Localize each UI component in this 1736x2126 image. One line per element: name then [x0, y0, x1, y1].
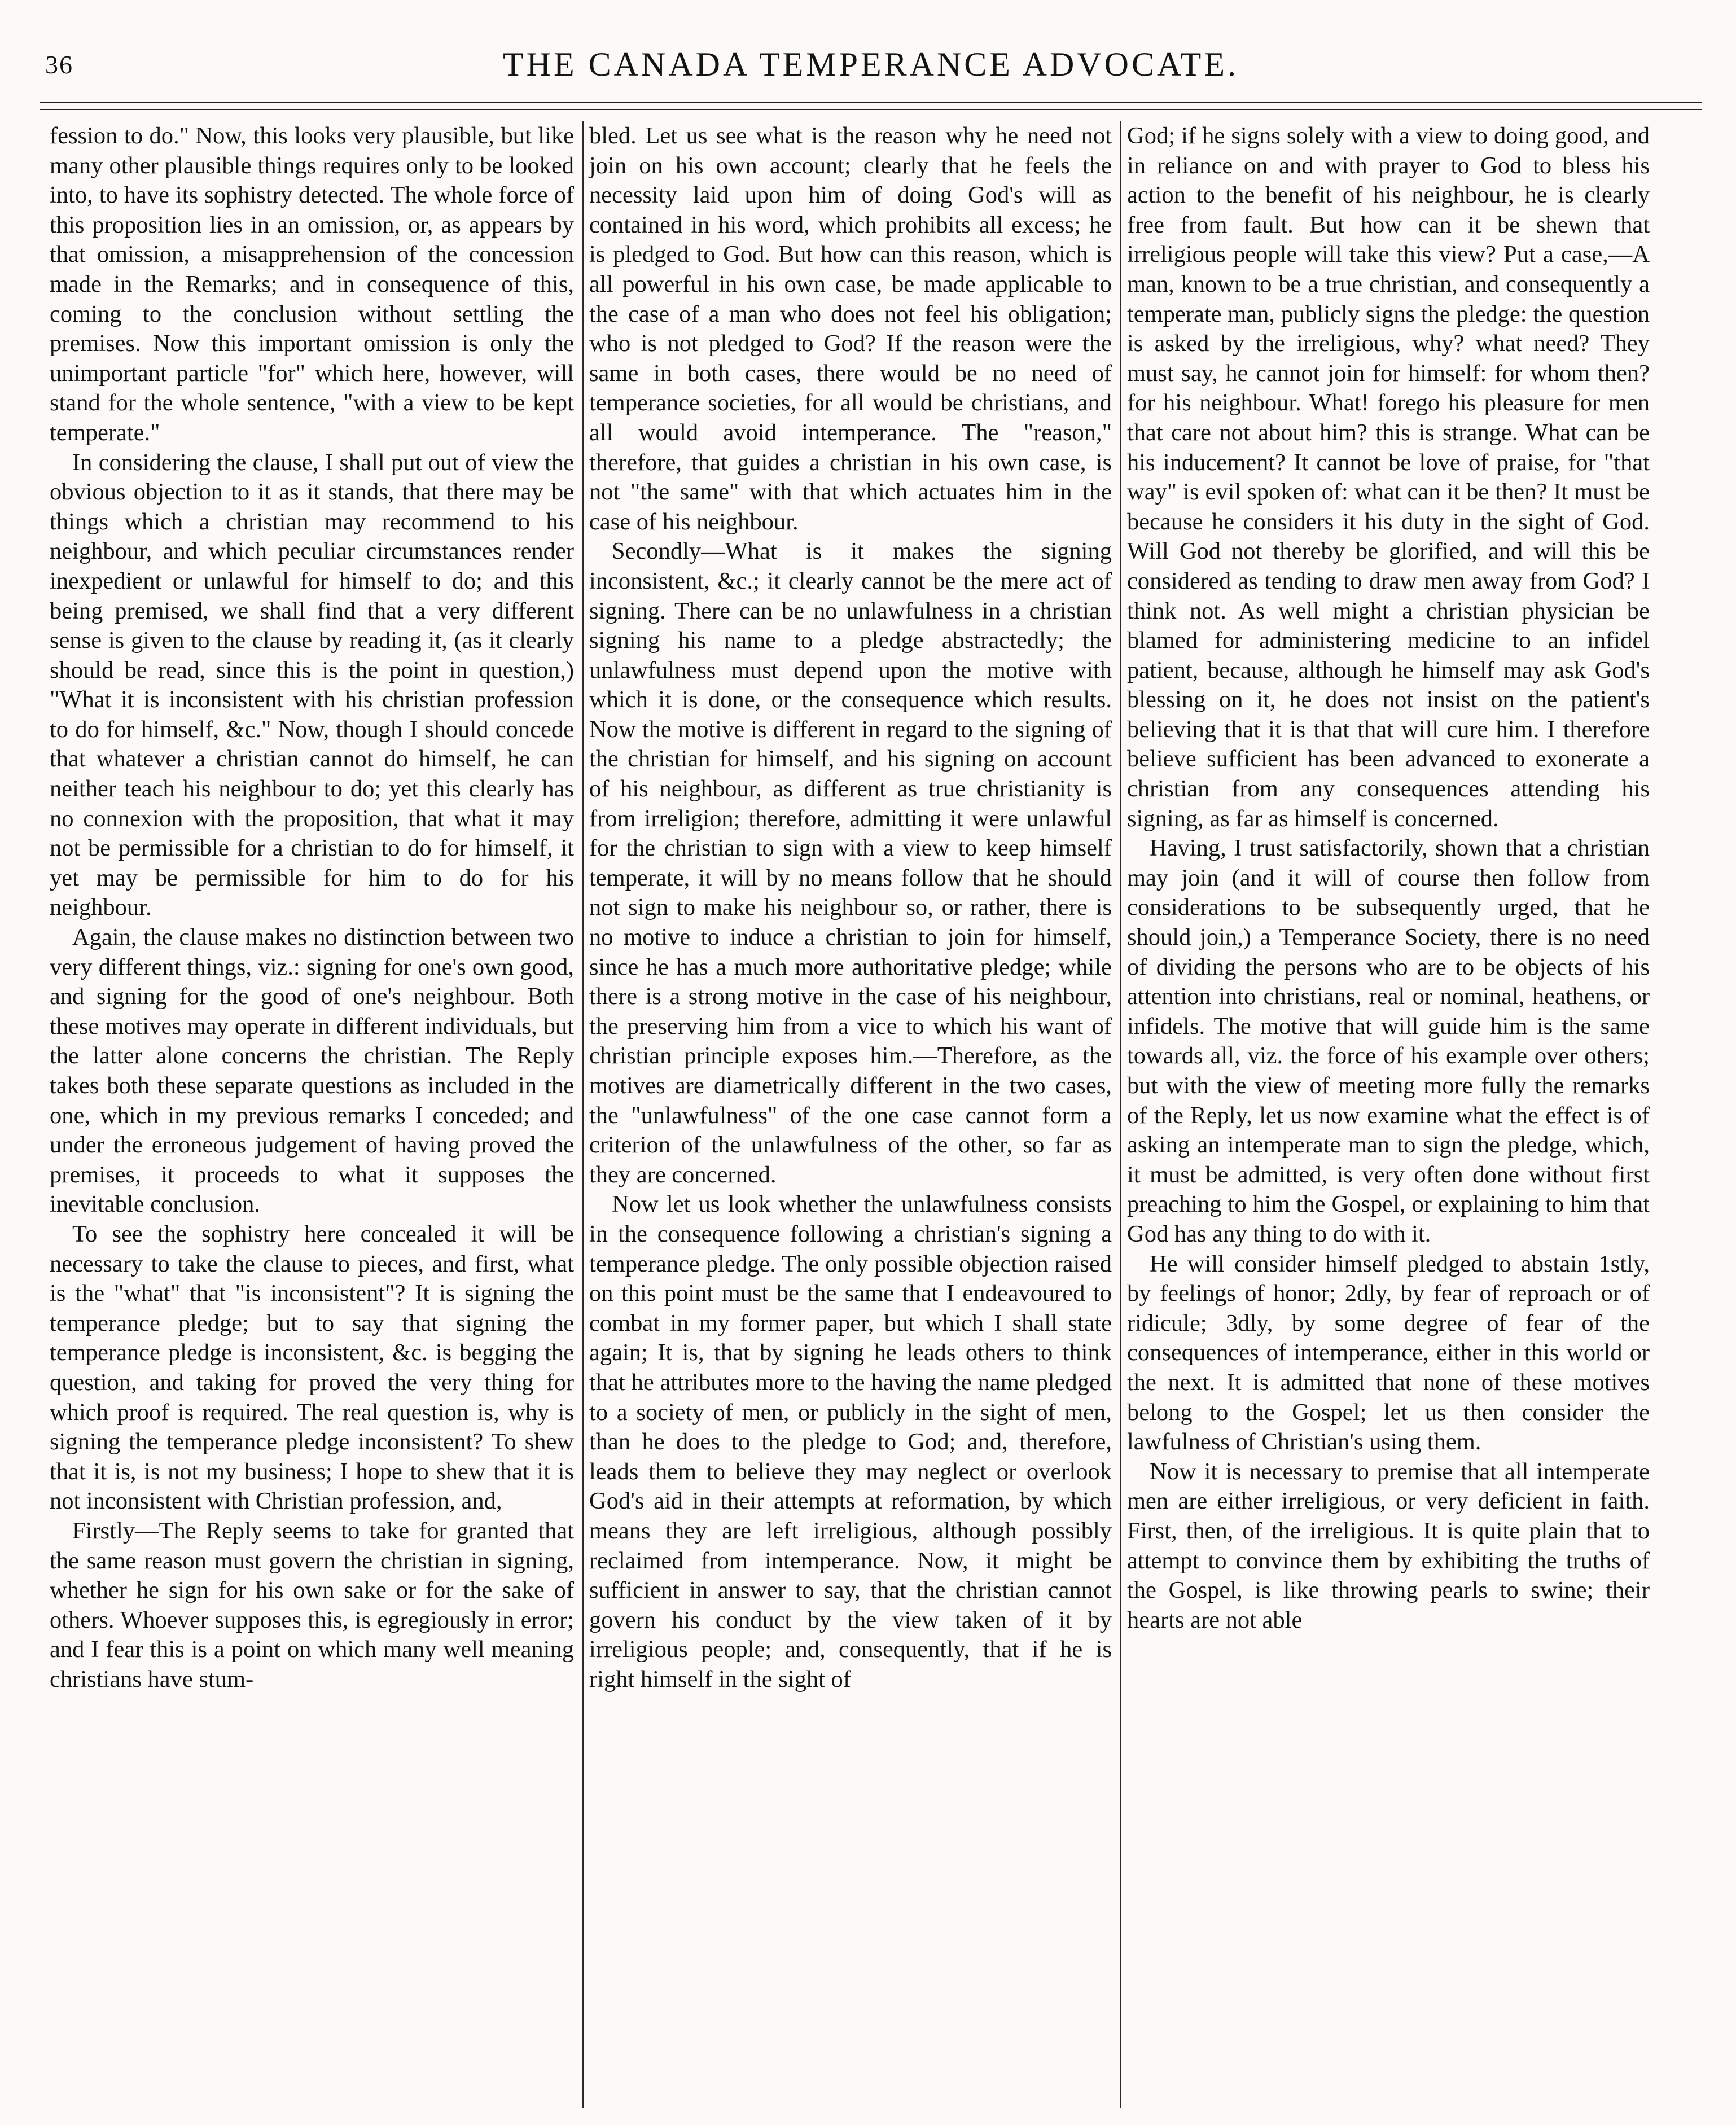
- paragraph: To see the sophistry here concealed it will be necessary to take the clause to pieces, and first, what is the "what" that "is inconsistent"? It is signing the temperance pledge; but to say that signing the temperance pledge is inconsistent, &c. is begging the question, and taking for proved the very thing for which proof is required. The real question is, why is signing the temperance pledge inconsistent? To shew that it is, is not my business; I hope to shew that it is not inconsistent with Christian profession, and,: [50, 1220, 574, 1515]
- paragraph: Now it is necessary to premise that all intemperate men are either irreligious, or very deficient in faith. First, then, of the irreligious. It is quite plain that to attempt to convince them by exhibiting the truths of the Gospel, is like throwing pearls to swine; their hearts are not able: [1127, 1458, 1650, 1633]
- text-columns: [44, 121, 1669, 2108]
- header-rule: [40, 102, 1702, 103]
- header-rule-thin: [40, 109, 1702, 110]
- column-3: [1120, 121, 1658, 2108]
- paragraph: Again, the clause makes no distinction between two very different things, viz.: signing for one's own good, and signing for the good of one's neighbour. Both these motives may operate in different individuals, but the latter alone concerns the christian. The Reply takes both these separate questions as included in the one, which in my previous remarks I conceded; and under the erroneous judgement of having proved the premises, it proceeds to what it supposes the inevitable conclusion.: [50, 924, 574, 1218]
- column-1: [44, 121, 582, 2108]
- paragraph: Having, I trust satisfactorily, shown that a christian may join (and it will of course then follow from considerations to be subsequently urged, that he should join,) a Temperance Society, there is no need of dividing the persons who are to be objects of his attention into christians, real or nominal, heathens, or infidels. The motive that will guide him is the same towards all, viz. the force of his example over others; but with the view of meeting more fully the remarks of the Reply, let us now examine what the effect is of asking an intemperate man to sign the pledge, which, it must be admitted, is very often done without first preaching to him the Gospel, or explaining to him that God has any thing to do with it.: [1127, 835, 1650, 1247]
- paragraph: He will consider himself pledged to abstain 1stly, by feelings of honor; 2dly, by fear of reproach or of ridicule; 3dly, by some degree of fear of the consequences of intemperance, either in this world or the next. It is admitted that none of these motives belong to the Gospel; let us then consider the lawfulness of Christian's using them.: [1127, 1250, 1650, 1456]
- paragraph: In considering the clause, I shall put out of view the obvious objection to it as it stands, that there may be things which a christian may recommend to his neighbour, and which peculiar circumstances render inexpedient or unlawful for himself to do; and this being premised, we shall find that a very different sense is given to the clause by reading it, (as it clearly should be read, since this is the point in question,) "What it is inconsistent with his christian profession to do for himself, &c." Now, though I should concede that whatever a christian cannot do himself, he can neither teach his neighbour to do; yet this clearly has no connexion with the proposition, that what it may not be permissible for a christian to do for himself, it yet may be permissible for him to do for his neighbour.: [50, 449, 574, 921]
- paragraph: God; if he signs solely with a view to doing good, and in reliance on and with prayer to God to bless his action to the benefit of his neighbour, he is clearly free from fault. But how can it be shewn that irreligious people will take this view? Put a case,—A man, known to be a true christian, and consequently a temperate man, publicly signs the pledge: the question is asked by the irreligious, why? what need? They must say, he cannot join for himself: for whom then? for his neighbour. What! forego his pleasure for men that care not about him? this is strange. What can be his inducement? It cannot be love of praise, for "that way" is evil spoken of: what can it be then? It must be because he considers it his duty in the sight of God. Will God not thereby be glorified, and will this be considered as tending to draw men away from God? I think not. As well might a christian physician be blamed for administering medicine to an infidel patient, because, although he himself may ask God's blessing on it, he does not insist on the patient's believing that it is that that will cure him. I therefore believe sufficient has been advanced to exonerate a christian from any consequences attending his signing, as far as himself is concerned.: [1127, 122, 1650, 832]
- column-2: [582, 121, 1120, 2108]
- paragraph: Now let us look whether the unlawfulness consists in the consequence following a christian's signing a temperance pledge. The only possible objection raised on this point must be the same that I endeavoured to combat in my former paper, but which I shall state again; It is, that by signing he leads others to think that he attributes more to the having the name pledged to a society of men, or publicly in the sight of men, than he does to the pledge to God; and, therefore, leads them to believe they may neglect or overlook God's aid in their attempts at reformation, by which means they are left irreligious, although possibly reclaimed from intemperance. Now, it might be sufficient in answer to say, that the christian cannot govern his conduct by the view taken of it by irreligious people; and, consequently, that if he is right himself in the sight of: [589, 1191, 1112, 1693]
- paragraph: Secondly—What is it makes the signing inconsistent, &c.; it clearly cannot be the mere act of signing. There can be no unlawfulness in a christian signing his name to a pledge abstractedly; the unlawfulness must depend upon the motive with which it is done, or the consequence which results. Now the motive is different in regard to the signing of the christian for himself, and his signing on account of his neighbour, as different as true christianity is from irreligion; therefore, admitting it were unlawful for the christian to sign with a view to keep himself temperate, it will by no means follow that he should not sign to make his neighbour so, or rather, there is no motive to induce a christian to join for himself, since he has a much more authoritative pledge; while there is a strong motive in the case of his neighbour, the preserving him from a vice to which his want of christian principle exposes him.—Therefore, as the motives are diametrically different in the two cases, the "unlawfulness" of the one case cannot form a criterion of the unlawfulness of the other, so far as they are concerned.: [589, 538, 1112, 1188]
- page-number: 36: [45, 50, 73, 79]
- page-header: [40, 45, 1702, 90]
- paragraph: fession to do." Now, this looks very plausible, but like many other plausible things requires only to be looked into, to have its sophistry detected. The whole force of this proposition lies in an omission, or, as appears by that omission, a misapprehension of the concession made in the Remarks; and in consequence of this, coming to the conclusion without settling the premises. Now this important omission is only the unimportant particle "for" which here, however, will stand for the whole sentence, "with a view to be kept temperate.": [50, 122, 574, 446]
- paragraph: Firstly—The Reply seems to take for granted that the same reason must govern the christian in signing, whether he sign for his own sake or for the sake of others. Whoever supposes this, is egregiously in error; and I fear this is a point on which many well meaning christians have stum-: [50, 1517, 574, 1693]
- paragraph: bled. Let us see what is the reason why he need not join on his own account; clearly that he feels the necessity laid upon him of doing God's will as contained in his word, which prohibits all excess; he is pledged to God. But how can this reason, which is all powerful in his own case, be made applicable to the case of a man who does not feel his obligation; who is not pledged to God? If the reason were the same in both cases, there would be no need of temperance societies, for all would be christians, and all would avoid intemperance. The "reason," therefore, that guides a christian in his own case, is not "the same" with that which actuates him in the case of his neighbour.: [589, 122, 1112, 535]
- masthead-title: THE CANADA TEMPERANCE ADVOCATE.: [503, 46, 1239, 83]
